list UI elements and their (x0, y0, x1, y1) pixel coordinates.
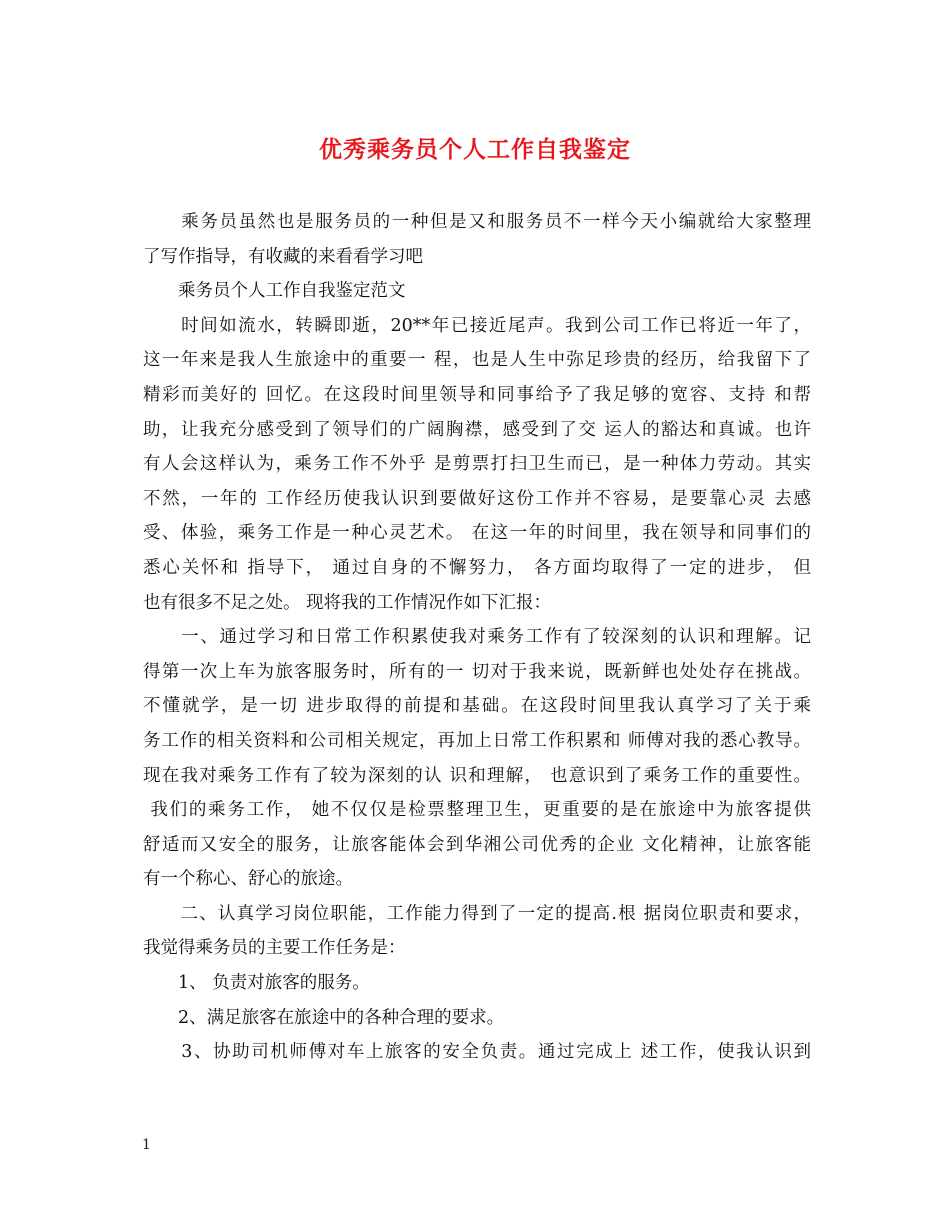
document-body (143, 205, 811, 1070)
text-line: 了写作指导，有收藏的来看看学习吧 (143, 246, 423, 267)
text-line: 舒适而又安全的服务，让旅客能体会到华湘公司优秀的企业 文化精神，让旅客能 (143, 834, 811, 855)
text-line: 务工作的相关资料和公司相关规定，再加上日常工作积累和 师傅对我的悉心教导。 (143, 730, 811, 751)
text-line: 受、体验，乘务工作是一种心灵艺术。 在这一年的时间里，我在领导和同事们的 (143, 523, 811, 544)
text-line: 一、通过学习和日常工作积累使我对乘务工作有了较深刻的认识和理解。记 (143, 627, 811, 648)
text-line: 我觉得乘务员的主要工作任务是： (143, 938, 406, 959)
text-line: 二、认真学习岗位职能，工作能力得到了一定的提高.根 据岗位职责和要求， (143, 903, 811, 924)
document-title: 优秀乘务员个人工作自我鉴定 (319, 136, 631, 163)
text-line: 助，让我充分感受到了领导们的广阔胸襟，感受到了交 运人的豁达和真诚。也许 (143, 419, 811, 440)
text-line: 有一个称心、舒心的旅途。 (143, 869, 353, 890)
text-line: 有人会这样认为，乘务工作不外乎 是剪票打扫卫生而已，是一种体力劳动。其实 (143, 454, 811, 475)
text-line: 2、满足旅客在旅途中的各种合理的要求。 (143, 1007, 505, 1028)
text-line: 这一年来是我人生旅途中的重要一 程，也是人生中弥足珍贵的经历，给我留下了 (143, 350, 811, 371)
text-line: 悉心关怀和 指导下， 通过自身的不懈努力， 各方面均取得了一定的进步， 但 (143, 557, 811, 578)
text-line: 精彩而美好的 回忆。在这段时间里领导和同事给予了我足够的宽容、支持 和帮 (143, 384, 811, 405)
text-line: 得第一次上车为旅客服务时，所有的一 切对于我来说，既新鲜也处处存在挑战。 (143, 661, 811, 682)
text-line: 1、 负责对旅客的服务。 (143, 973, 370, 994)
text-line: 不然，一年的 工作经历使我认识到要做好这份工作并不容易，是要靠心灵 去感 (143, 488, 811, 509)
text-line: 乘务员虽然也是服务员的一种但是又和服务员不一样今天小编就给大家整理 (143, 212, 811, 232)
text-line: 乘务员个人工作自我鉴定范文 (143, 281, 406, 302)
page-number: 1 (142, 1137, 151, 1153)
text-line: 不懂就学，是一切 进步取得的前提和基础。在这段时间里我认真学习了关于乘 (143, 696, 811, 717)
text-line: 我们的乘务工作， 她不仅仅是检票整理卫生，更重要的是在旅途中为旅客提供 (143, 800, 811, 821)
text-line: 时间如流水，转瞬即逝，20**年已接近尾声。我到公司工作已将近一年了， (143, 315, 811, 336)
text-line: 现在我对乘务工作有了较为深刻的认 识和理解， 也意识到了乘务工作的重要性。 (143, 765, 811, 786)
text-line: 也有很多不足之处。 现将我的工作情况作如下汇报： (143, 592, 552, 613)
text-line: 3、协助司机师傅对车上旅客的安全负责。通过完成上 述工作，使我认识到 (143, 1042, 811, 1063)
